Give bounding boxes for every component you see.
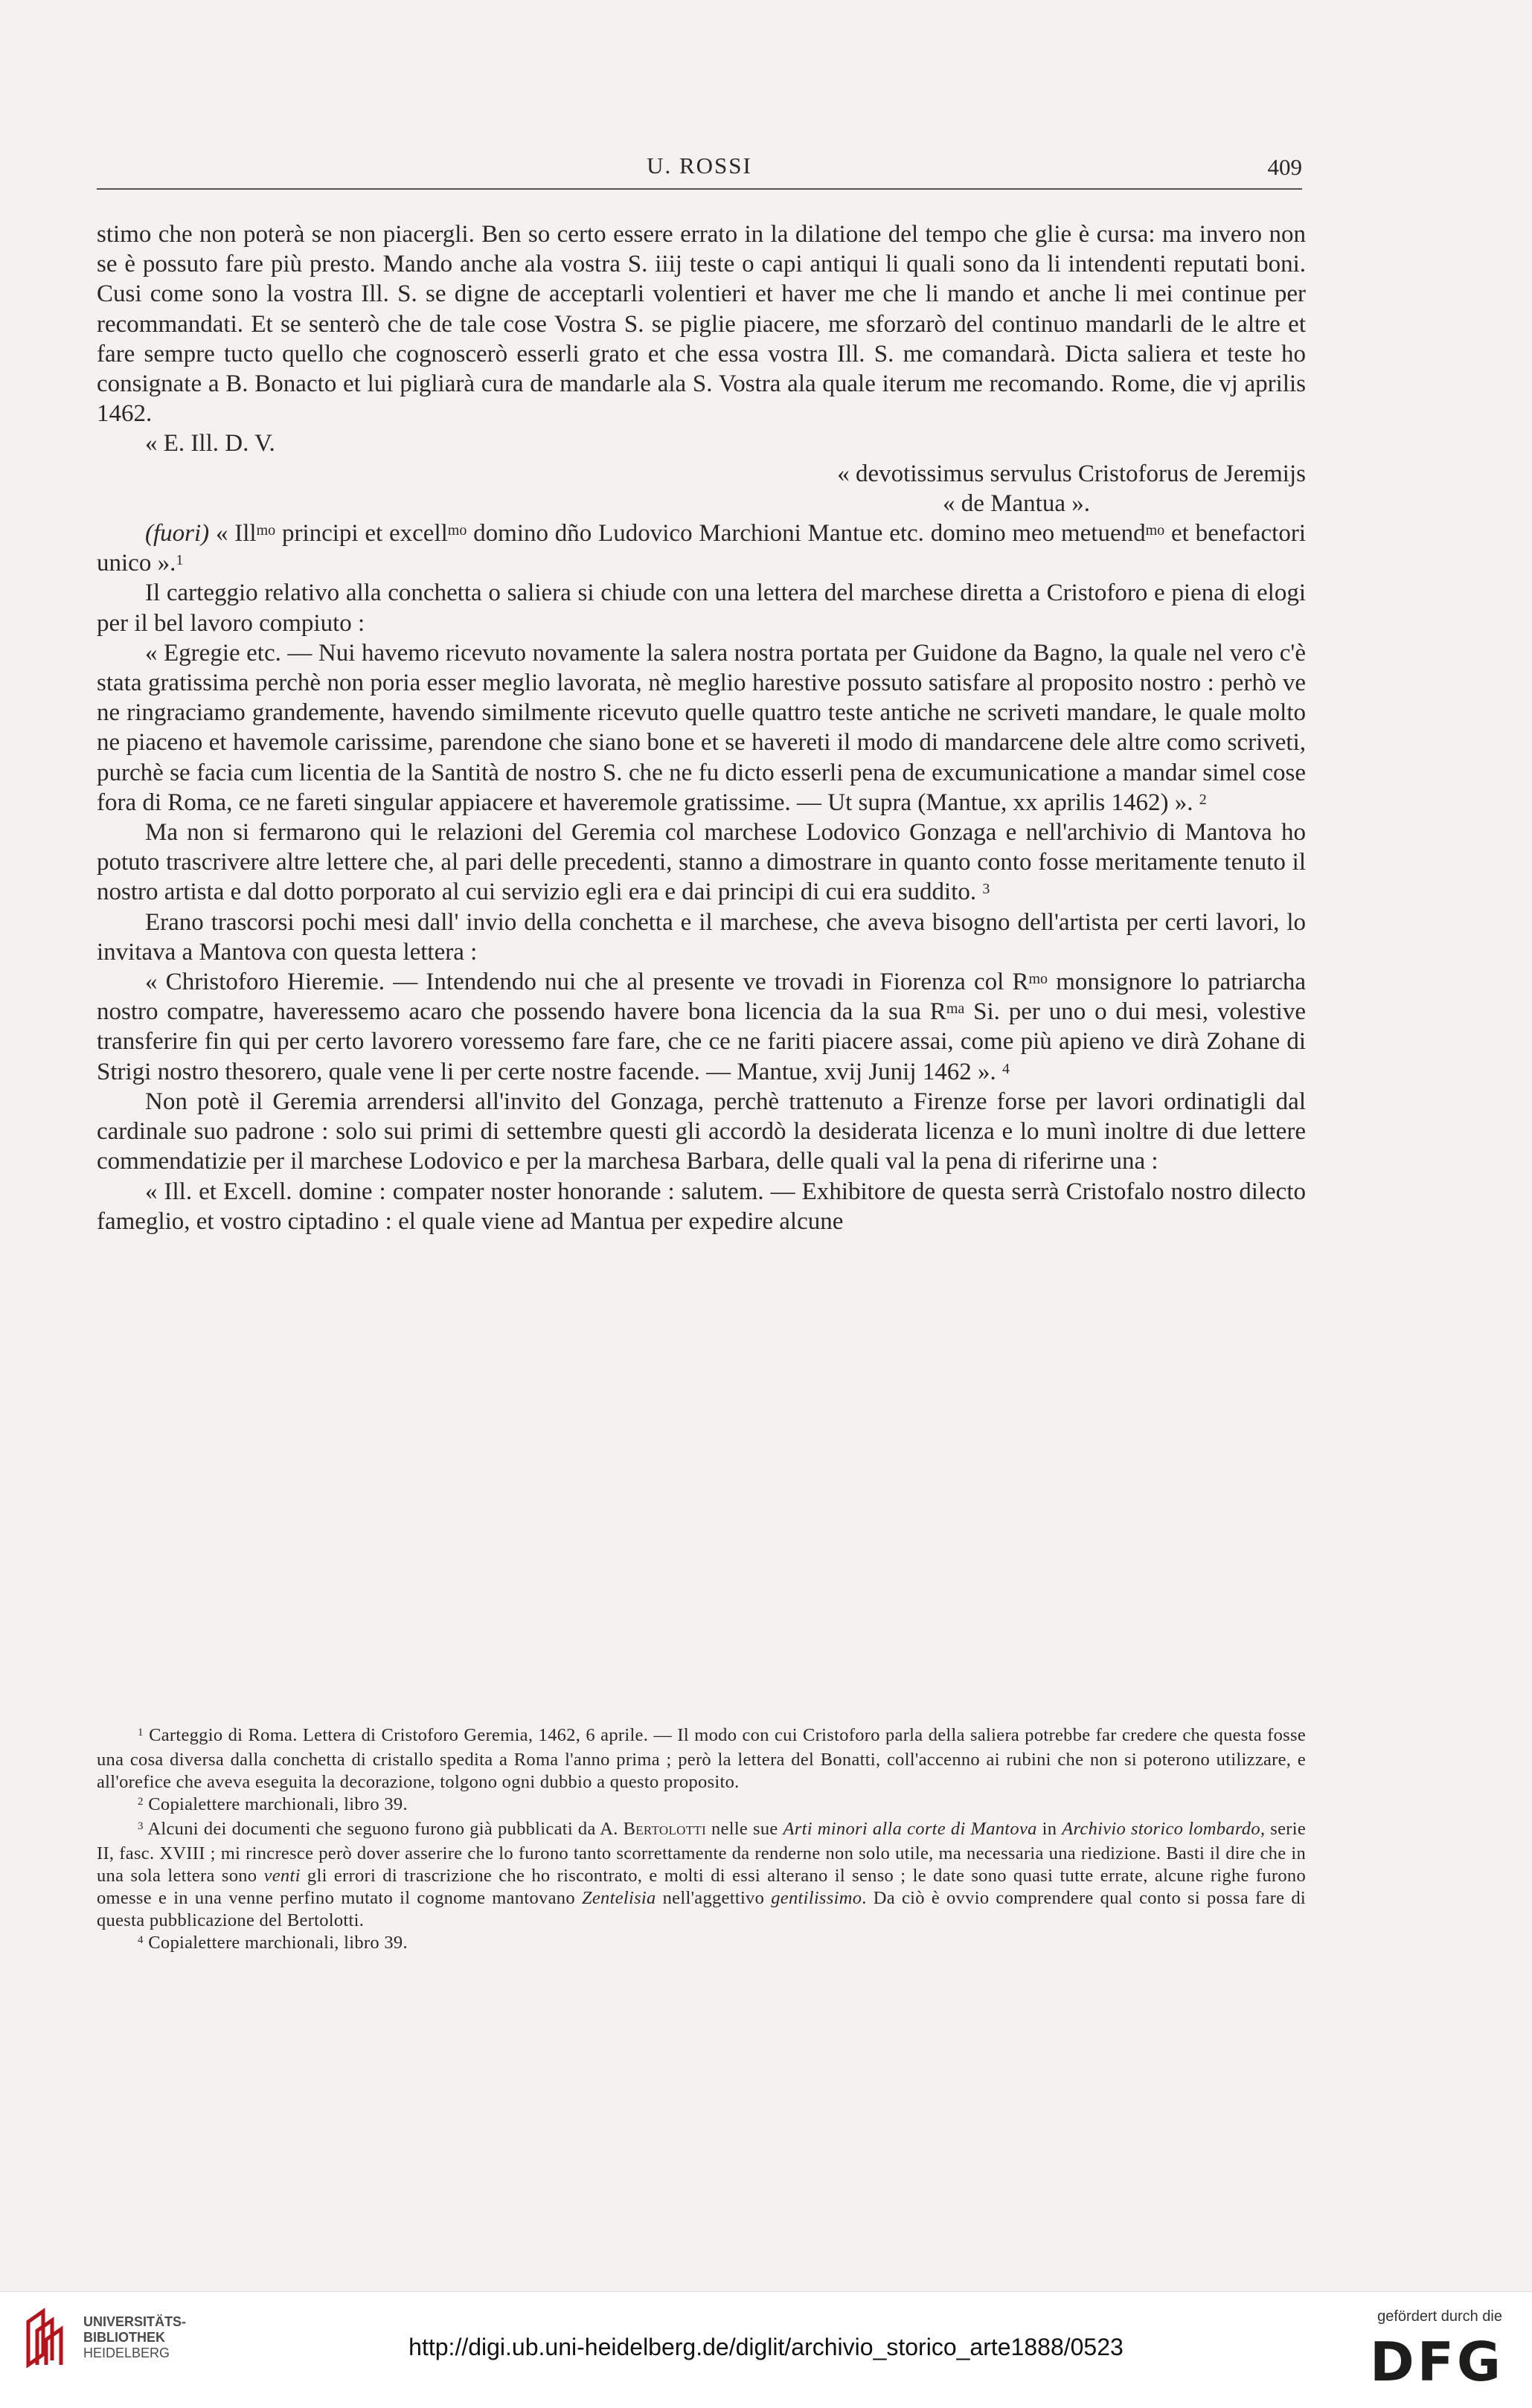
page-number: 409 — [1267, 154, 1302, 180]
paragraph-7 — [97, 967, 1306, 1087]
running-title: U. ROSSI — [647, 152, 752, 179]
footnote-ref-3[interactable]: 3 — [982, 881, 990, 898]
para2-text-b: principi et excell — [275, 520, 448, 548]
footnote-3-text-a: Alcuni dei documenti che seguono furono già pubblicati da A. — [147, 1819, 624, 1839]
footnote-4-text: Copialettere marchionali, libro 39. — [148, 1933, 408, 1953]
dfg-logo-icon[interactable]: DFG — [1369, 2331, 1504, 2393]
paragraph-8: Non potè il Geremia arrendersi all'invito del Gonzaga, perchè trattenuto a Firenze forse per lavori ordinatigli dal cardinale suo padrone : solo sui primi di settembre questi gli accordò la desiderata licenza e lo munì inoltre di due lettere commendatizie per il marchese Lodovico e per la marchesa Barbara, delle quali val la pena di riferirne una : — [97, 1088, 1306, 1175]
paragraph-9: « Ill. et Excell. domine : compater noster honorande : salutem. — Exhibitore de questa serrà Cristofalo nostro dilecto fameglio, et vostro ciptadino : el quale viene ad Mantua per expedire alcune — [97, 1178, 1306, 1235]
main-text — [97, 219, 1306, 1236]
footnote-3 — [97, 1818, 1306, 1932]
footnote-ref-1[interactable]: 1 — [176, 552, 184, 569]
library-name-line-1: UNIVERSITÄTS- — [83, 2314, 187, 2329]
signature-place: « de Mantua ». — [943, 489, 1090, 517]
footnote-3-text-c: in — [1036, 1819, 1063, 1839]
paragraph-5 — [97, 818, 1306, 908]
footnote-3-author: Bertolotti — [623, 1819, 707, 1839]
footnote-3-italic-1: Arti minori alla corte di Mantova — [783, 1819, 1037, 1839]
viewer-footer — [0, 2291, 1532, 2408]
footnote-3-text-e: gli errori di trascrizione che ho riscontrato, e molti di essi alterano il senso ; le date sono quasi tutte errate, alcune righe furono omesse e in una venne perfino mutato il cognome mantovano — [97, 1866, 1306, 1908]
para4-text: « Egregie etc. — Nui havemo ricevuto novamente la salera nostra portata per Guidone da Bagno, la quale nel vero c'è stata gratissima perchè non poria esser meglio lavorata, nè meglio harestive possuto satisfare al proposito nostro : perhò ve ne ringraciamo grandemente, havendo similmente ricevuto quelle quattro teste antiche ne scriveti mandare, le quale molto ne piaceno et havemole carissime, parendone che siano bone et se havereti il modo di mandarcene dele altre como scriveti, purchè se facia cum licentia de la Santità de nostro S. che ne fu dicto esserli pena de excumunicatione a mandar simel cose fora di Roma, ce ne fareti singular appiacere et haveremole gratissime. — Ut supra (Mantue, xx aprilis 1462) ». — [97, 639, 1306, 816]
para7-text-c: Si. per uno o dui mesi, volestive transferire fin qui per certo lavorero voressemo fare fare, che ce ne fariti piacere assai, come più apieno ve dirà Zohane di Strigi nostro thesorero, quale vene li per certe nostre facende. — Mantue, xvij Junij 1462 ». — [97, 998, 1307, 1085]
footnote-ref-2[interactable]: 2 — [1199, 791, 1207, 808]
footnote-2 — [97, 1794, 1306, 1818]
footnote-3-text-b: nelle sue — [706, 1819, 783, 1839]
permalink-url[interactable]: http://digi.ub.uni-heidelberg.de/diglit/archivio_storico_arte1888/0523 — [408, 2334, 1124, 2360]
footnote-2-number: 2 — [138, 1796, 144, 1808]
footnote-ref-4[interactable]: 4 — [1002, 1060, 1010, 1077]
para7-sup-1: mo — [1028, 971, 1048, 988]
paragraph-2 — [97, 518, 1306, 578]
footnote-1 — [97, 1724, 1306, 1794]
funded-by-label: gefördert durch die — [1377, 2308, 1502, 2325]
footnote-2-text: Copialettere marchionali, libro 39. — [148, 1794, 408, 1814]
paragraph-4 — [97, 638, 1306, 818]
para2-sup-3: mo — [1145, 522, 1165, 539]
signature-name: « devotissimus servulus Cristoforus de Jeremijs — [837, 460, 1306, 487]
footnote-3-italic-2: Archivio storico lombardo, — [1062, 1819, 1266, 1839]
footnote-3-text-f: nell'aggettivo — [656, 1888, 772, 1908]
footnotes — [97, 1724, 1306, 1956]
italic-fuori: (fuori) — [145, 520, 210, 548]
footnote-3-italic-3: venti — [263, 1866, 301, 1886]
paragraph-6: Erano trascorsi pochi mesi dall' invio della conchetta e il marchese, che aveva bisogno dell'artista per certi lavori, lo invitava a Mantova con questa lettera : — [97, 908, 1306, 966]
para2-text-d: et benefactori unico ». — [97, 520, 1307, 577]
para2-text-c: domino dño Ludovico Marchioni Mantue etc. domino meo metuend — [467, 520, 1146, 548]
signature-salutation: « E. Ill. D. V. — [145, 430, 275, 457]
footnote-3-number: 3 — [138, 1820, 144, 1832]
para5-text: Ma non si fermarono qui le relazioni del Geremia col marchese Lodovico Gonzaga e nell'archivio di Mantova ho potuto trascrivere altre lettere che, al pari delle precedenti, stanno a dimostrare in quanto conto fosse meritamente tenuto il nostro artista e dal dotto porporato al cui servizio egli era e dai principi di cui era suddito. — [97, 819, 1306, 906]
footnote-3-text-g: . Da ciò è ovvio comprendere qual conto si possa fare di questa pubblicazione del Bertolotti. — [97, 1888, 1307, 1930]
paragraph-3: Il carteggio relativo alla conchetta o saliera si chiude con una lettera del marchese diretta a Cristoforo e piena di elogi per il bel lavoro compiuto : — [97, 579, 1306, 637]
para7-text-a: « Christoforo Hieremie. — Intendendo nui che al presente ve trovadi in Fiorenza col R — [145, 969, 1029, 996]
footnote-1-text: Carteggio di Roma. Lettera di Cristoforo Geremia, 1462, 6 aprile. — Il modo con cui Cristoforo parla della saliera potrebbe far credere che questa fosse una cosa diversa dalla conchetta di cristallo spedita a Roma l'anno prima ; però la lettera del Bonatti, coll'accenno ai rubini che non si poterono utilizzare, e all'orefice che aveva eseguita la decorazione, tolgono ogni dubbio a questo proposito. — [97, 1725, 1306, 1792]
footnote-3-italic-5: gentilissimo — [771, 1888, 862, 1908]
para7-sup-2: ma — [946, 1001, 965, 1018]
library-name-line-2: BIBLIOTHEK — [83, 2330, 165, 2345]
para2-text-a: « Ill — [209, 520, 257, 548]
footnote-3-italic-4: Zentelisia — [581, 1888, 656, 1908]
footnote-3-text-d: serie II, fasc. XVIII ; mi rincresce però dover asserire che lo furono tanto scorrettamente da renderne non solo utile, ma necessaria una riedizione. Basti il dire che in una sola lettera sono — [97, 1819, 1306, 1886]
footnote-4-number: 4 — [138, 1934, 144, 1946]
para7-text-b: monsignore lo patriarcha nostro compatre, haveressemo acaro che possendo havere bona licencia da la sua R — [97, 969, 1307, 1026]
footnote-4 — [97, 1932, 1306, 1956]
library-name-line-3: HEIDELBERG — [83, 2346, 170, 2360]
para2-sup-2: mo — [447, 522, 467, 539]
paragraph-1: stimo che non poterà se non piacergli. Ben so certo essere errato in la dilatione del tempo che glie è cursa: ma invero non se è possuto fare più presto. Mando anche ala vostra S. iiij teste o capi antiqui li quali sono da li intendenti reputati boni. Cusi come sono la vostra Ill. S. se digne de acceptarli volentieri et haver me che li mando et anche li mei continue per recommandati. Et se senterò che de tale cose Vostra S. se piglie piacere, me sforzarò del continuo mandarli de le altre et fare sempre tucto quello che cognoscerò esserli grato et che essa vostra Ill. S. me comandarà. Dicta saliera et teste ho consignate a B. Bonacto et lui pigliarà cura de mandarle ala S. Vostra ala quale iterum me recomando. Rome, die vj aprilis 1462. — [97, 221, 1306, 428]
footnote-1-number: 1 — [138, 1727, 144, 1738]
running-head — [97, 152, 1302, 190]
para2-sup-1: mo — [256, 522, 276, 539]
